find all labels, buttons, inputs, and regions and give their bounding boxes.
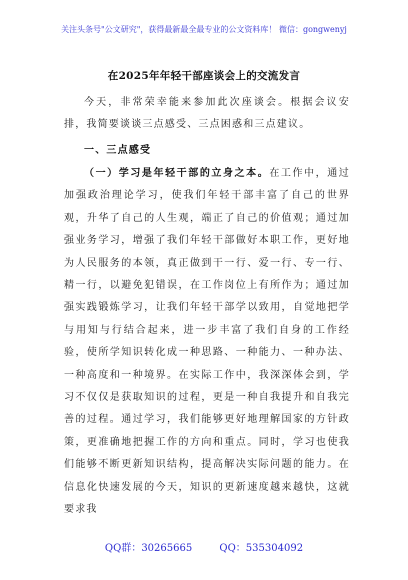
document-title: 在2025年年轻干部座谈会上的交流发言 — [107, 70, 301, 82]
paragraph-lead: （一）学习是年轻干部的立身之本。 — [84, 168, 270, 179]
footer-contact — [0, 539, 408, 554]
header-notice: 关注头条号"公文研究"，获得最新最全最专业的公文资料库！ 微信：gongwenyj — [61, 25, 347, 34]
paragraph-body: 在工作中，通过加强政治理论学习，使我们年轻干部丰富了自己的世界观，升华了自己的人生观，端正了自己的价值观；通过加强业务学习，增强了我们年轻干部做好本职工作，更好地为人民服务的本领，真正做到干一行、爱一行、专一行、精一行，以避免犯错误，在工作岗位上有所作为；通过加强实践锻炼学习，让我们年轻干部学以致用，自觉地把学与用知与行结合起来，进一步丰富了我们自身的工作经验，使所学知识转化成一种思路、一种能力、一种办法、一种高度和一种境界。在实际工作中，我深深体会到，学习不仅仅是获取知识的过程，更是一种自我提升和自我完善的过程。通过学习，我们能够更好地理解国家的方针政策，更准确地把握工作的方向和重点。同时，学习也使我们能够不断更新知识结构，提高解决实际问题的能力。在信息化快速发展的今天，知识的更新速度越来越快，这就要求我 — [64, 168, 351, 516]
footer-qq: QQ：535304092 — [219, 543, 304, 554]
footer-qq-group: QQ群：30265665 — [104, 543, 193, 554]
section-heading: 一、三点感受 — [84, 145, 152, 156]
intro-paragraph: 今天，非常荣幸能来参加此次座谈会。根据会议安排，我简要谈谈三点感受、三点困惑和三点建议。 — [64, 97, 350, 131]
body-paragraph — [64, 163, 350, 522]
